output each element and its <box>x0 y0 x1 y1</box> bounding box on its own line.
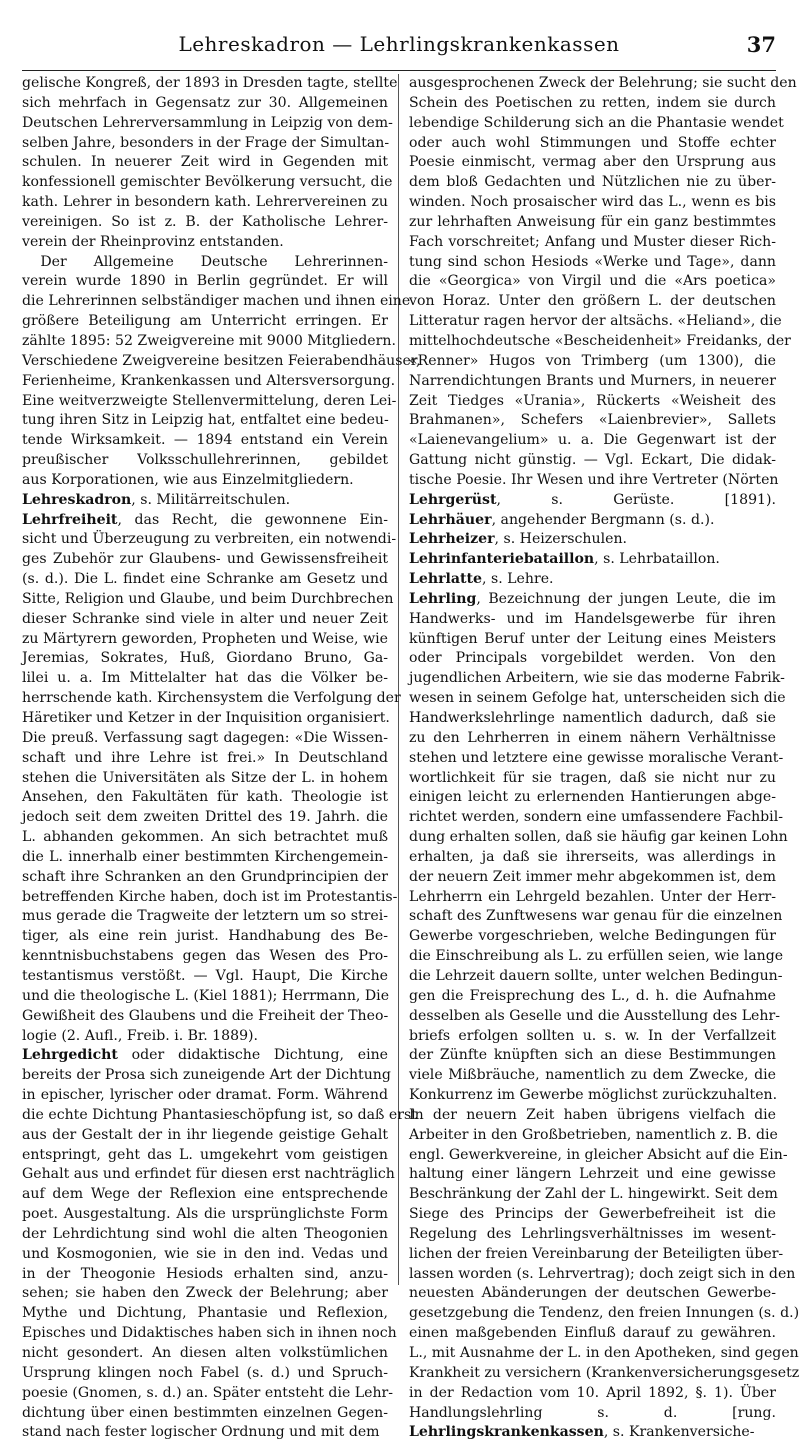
text-line: Sitte, Religion und Glaube, und beim Durchbrechen <box>22 590 394 607</box>
text-line: preußischer Volksschullehrerinnen, gebildet <box>22 452 388 469</box>
text-line: tiger, als eine rein jurist. Handhabung des Be- <box>22 928 388 945</box>
text-line: Jeremias, Sokrates, Huß, Giordano Bruno, Ga- <box>22 650 388 667</box>
text-line: in der Theogonie Hesiods erhalten sind, anzu- <box>22 1265 388 1282</box>
text-line: Handwerks- und im Handelsgewerbe für ihren <box>409 610 776 627</box>
text-line: der neuern Zeit immer mehr abgekommen ist, dem <box>409 868 776 885</box>
text-line: gen die Freisprechung des L., d. h. die Aufnahme <box>409 987 776 1004</box>
text-line: Lehrfreiheit, das Recht, die gewonnene Ein- <box>22 511 388 528</box>
text-line: Beschränkung der Zahl der L. hingewirkt. Seit dem <box>409 1186 778 1203</box>
page-header <box>22 30 776 66</box>
headword: Lehrlingskrankenkassen <box>409 1424 604 1441</box>
text-line: Lehrlatte, s. Lehre. <box>409 571 554 588</box>
text-line: stehen die Universitäten als Sitze der L. in hohem <box>22 769 388 786</box>
headword: Lehreskadron <box>22 491 132 508</box>
text-line: Lehrgerüst, s. Gerüste. [1891). <box>409 491 776 508</box>
text-line: L., mit Ausnahme der L. in den Apotheken, sind gegen <box>409 1345 799 1361</box>
text-line: lilei u. a. Im Mittelalter hat das die Völker be- <box>22 670 388 687</box>
text-line: Der Allgemeine Deutsche Lehrerinnen- <box>40 253 388 270</box>
text-line: die Lehrzeit dauern sollte, unter welchen Bedingun- <box>409 967 783 984</box>
text-line: Die preuß. Verfassung sagt dagegen: «Die Wissen- <box>22 729 388 746</box>
text-line: der Zünfte knüpften sich an diese Bestimmungen <box>409 1047 776 1064</box>
text-line: In der neuern Zeit haben übrigens vielfach die <box>409 1106 776 1123</box>
text-columns <box>22 74 800 1441</box>
text-line: Ferienheime, Krankenkassen und Altersversorgung. <box>22 372 396 389</box>
text-line: mus gerade die Tragweite der letztern um so strei- <box>22 908 388 925</box>
text-line: schulen. In neuerer Zeit wird in Gegenden mit <box>22 154 388 171</box>
text-line: desselben als Geselle und die Ausstellung des Lehr- <box>409 1007 780 1024</box>
text-line: jedoch seit dem zweiten Drittel des 19. Jahrh. die <box>22 809 388 826</box>
text-line: Regelung des Lehrlingsverhältnisses im wesent- <box>409 1225 776 1242</box>
text-line: dung erhalten sollen, daß sie häufig gar keinen Lohn <box>409 829 788 846</box>
text-line: (s. d.). Die L. findet eine Schranke am Gesetz und <box>22 571 388 588</box>
text-line: Häretiker und Ketzer in der Inquisition organisiert. <box>22 710 390 726</box>
text-line: zur lehrhaften Anweisung für ein ganz bestimmtes <box>409 213 776 230</box>
text-line: Lehrgedicht oder didaktische Dichtung, eine <box>22 1047 388 1064</box>
text-line: in der Redaction vom 10. April 1892, §. 1). Über <box>409 1384 776 1401</box>
text-line: Lehreskadron, s. Militärreitschulen. <box>22 491 291 508</box>
text-line: vereinigen. So ist z. B. der Katholische Lehrer- <box>22 213 388 230</box>
text-line: bereits der Prosa sich zuneigende Art der Dichtung <box>22 1067 391 1084</box>
text-line: lichen der freien Vereinbarung der Beteiligten über- <box>409 1245 784 1262</box>
text-line: Lehrinfanteriebataillon, s. Lehrbataillon. <box>409 551 720 568</box>
text-line: selben Jahre, besonders in der Frage der Simultan- <box>22 134 390 151</box>
text-line: Lehrherrn ein Lehrgeld bezahlen. Unter der Herr- <box>409 888 776 905</box>
text-line: Gattung nicht günstig. — Vgl. Eckart, Die didak- <box>409 452 776 469</box>
text-line: tende Wirksamkeit. — 1894 entstand ein Verein <box>22 432 388 449</box>
text-line: sich mehrfach in Gegensatz zur 30. Allgemeinen <box>22 94 388 111</box>
headword: Lehrgedicht <box>22 1047 118 1064</box>
text-line: Eine weitverzweigte Stellenvermittelung, deren Lei- <box>22 392 397 409</box>
text-line: Lehrhäuer, angehender Bergmann (s. d.). <box>409 511 715 528</box>
text-line: neuesten Abänderungen der deutschen Gewerbe- <box>409 1285 776 1302</box>
text-line: jugendlichen Arbeitern, wie sie das moderne Fabrik- <box>409 670 785 687</box>
text-line: tische Poesie. Ihr Wesen und ihre Vertreter (Nörten <box>409 471 779 488</box>
text-line: «Laienevangelium» u. a. Die Gegenwart ist der <box>409 432 776 449</box>
text-line: Fach vorschreitet; Anfang und Muster dieser Rich- <box>409 233 776 250</box>
text-line: erhalten, ja daß sie ihrerseits, was allerdings in <box>409 848 776 865</box>
text-line: Konkurrenz im Gewerbe möglichst zurückzuhalten. <box>409 1087 778 1104</box>
text-line: Litteratur ragen hervor der altsächs. «Heliand», die <box>409 313 782 330</box>
text-line: in epischer, lyrischer oder dramat. Form. Während <box>22 1087 388 1104</box>
text-line: Ansehen, den Fakultäten für kath. Theologie ist <box>22 789 388 806</box>
text-line: Zeit Tiedges «Urania», Rückerts «Weisheit des <box>409 392 776 409</box>
text-line: wortlichkeit für sie tragen, daß sie nicht nur zu <box>409 769 776 786</box>
text-line: Lehrlingskrankenkassen, s. Krankenversiche- <box>409 1424 755 1441</box>
text-line: einigen leicht zu erlernenden Hantierungen abge- <box>409 789 776 806</box>
text-line: Handwerkslehrlinge namentlich dadurch, daß sie <box>409 710 776 726</box>
right-column <box>399 74 800 1441</box>
text-line: der Lehrdichtung sind wohl die alten Theogonien <box>22 1225 388 1242</box>
text-line: Mythe und Dichtung, Phantasie und Reflexion, <box>22 1305 388 1322</box>
text-line: verein der Rheinprovinz entstanden. <box>22 233 284 250</box>
text-line: größere Beteiligung am Unterricht erringen. Er <box>22 313 388 330</box>
text-line: Deutschen Lehrerversammlung in Leipzig von dem- <box>22 114 393 131</box>
text-line: Poesie einmischt, vermag aber den Ursprung aus <box>409 154 776 171</box>
text-line: Siege des Princips der Gewerbefreiheit ist die <box>409 1206 776 1223</box>
text-line: Krankheit zu versichern (Krankenversicherungsgesetz <box>409 1364 800 1381</box>
text-line: dieser Schranke sind viele in alter und neuer Zeit <box>22 610 388 627</box>
text-line: Handlungslehrling s. d. [rung. <box>409 1404 776 1421</box>
text-line: kath. Lehrer in besondern kath. Lehrervereinen zu <box>22 194 388 211</box>
text-line: Ursprung klingen noch Fabel (s. d.) und Spruch- <box>22 1364 388 1381</box>
headword: Lehrfreiheit <box>22 511 118 528</box>
text-line: die L. innerhalb einer bestimmten Kirchengemein- <box>22 848 388 865</box>
text-line: aus der Gestalt der in ihr liegende geistige Gehalt <box>22 1126 388 1143</box>
text-line: tung ihren Sitz in Leipzig hat, entfaltet eine bedeu- <box>22 412 389 429</box>
text-line: stehen und letztere eine gewisse moralische Verant- <box>409 749 784 766</box>
text-line: lebendige Schilderung sich an die Phantasie wendet <box>409 114 784 131</box>
text-line: dem bloß Gedachten und Nützlichen nie zu über- <box>409 174 776 191</box>
text-line: oder auch wohl Stimmungen und Stoffe echter <box>409 134 776 151</box>
text-line: nicht gesondert. An diesen alten volkstümlichen <box>22 1345 388 1361</box>
text-line: die Einschreibung als L. zu erfüllen seien, wie lange <box>409 948 784 965</box>
text-line: logie (2. Aufl., Freib. i. Br. 1889). <box>22 1027 259 1044</box>
text-line: poet. Ausgestaltung. Als die ursprünglichste Form <box>22 1206 388 1223</box>
running-head: Lehreskadron — Lehrlingskrankenkassen <box>178 32 620 56</box>
text-line: sicht und Überzeugung zu verbreiten, ein notwendi- <box>22 531 397 548</box>
text-line: auf dem Wege der Reflexion eine entsprechende <box>22 1186 388 1203</box>
text-line: künftigen Beruf unter der Leitung eines Meisters <box>409 630 776 647</box>
text-line: von Horaz. Unter den größern L. der deutschen <box>409 293 776 310</box>
text-line: testantismus verstößt. — Vgl. Haupt, Die Kirche <box>22 967 388 984</box>
headword: Lehrinfanteriebataillon <box>409 551 595 568</box>
text-line: Lehrling, Bezeichnung der jungen Leute, die im <box>409 590 776 607</box>
text-line: kenntnisbuchstabens gegen das Wesen des Pro- <box>22 948 388 965</box>
left-column <box>22 74 421 1441</box>
page-number: 37 <box>746 32 776 57</box>
text-line: herrschende kath. Kirchensystem die Verfolgung der <box>22 690 401 707</box>
text-line: verein wurde 1890 in Berlin gegründet. Er will <box>22 273 388 290</box>
text-line: gelische Kongreß, der 1893 in Dresden tagte, stellte <box>22 75 398 91</box>
text-line: Lehrheizer, s. Heizerschulen. <box>409 531 627 548</box>
text-line: Gehalt aus und erfindet für diesen erst nachträglich <box>22 1166 395 1183</box>
text-line: wesen in seinem Gefolge hat, unterscheiden sich die <box>409 690 786 707</box>
text-line: richtet werden, sondern eine umfassendere Fachbil- <box>409 809 783 826</box>
text-line: Schein des Poetischen zu retten, indem sie durch <box>409 94 776 111</box>
text-line: ges Zubehör zur Glaubens- und Gewissensfreiheit <box>22 551 388 568</box>
text-line: konfessionell gemischter Bevölkerung versucht, die <box>22 174 393 191</box>
text-line: zu den Lehrherren in einem nähern Verhältnisse <box>409 729 776 746</box>
text-line: mittelhochdeutsche «Bescheidenheit» Freidanks, der <box>409 332 791 349</box>
text-line: entspringt, geht das L. umgekehrt vom geistigen <box>22 1146 388 1163</box>
text-line: schaft des Zunftwesens war genau für die einzelnen <box>409 908 783 925</box>
text-line: engl. Gewerkvereine, in gleicher Absicht auf die Ein- <box>409 1146 788 1163</box>
text-line: Arbeiter in den Großbetrieben, namentlich z. B. die <box>409 1126 778 1143</box>
text-line: zu Märtyrern geworden, Propheten und Weise, wie <box>22 630 388 647</box>
text-line: poesie (Gnomen, s. d.) an. Später entsteht die Lehr- <box>22 1384 394 1401</box>
text-line: dichtung über einen bestimmten einzelnen Gegen- <box>22 1404 388 1421</box>
text-line: betreffenden Kirche haben, doch ist im Protestantis- <box>22 888 398 905</box>
text-line: L. abhanden gekommen. An sich betrachtet muß <box>22 829 388 846</box>
text-line: schaft und ihre Lehre ist frei.» In Deutschland <box>22 749 388 766</box>
text-line: winden. Noch prosaischer wird das L., wenn es bis <box>409 194 776 211</box>
headword: Lehrling <box>409 590 477 607</box>
text-line: und Kosmogonien, wie sie in den ind. Vedas und <box>22 1245 388 1262</box>
text-line: Brahmanen», Schefers «Laienbrevier», Sallets <box>409 412 776 429</box>
text-line: und die theologische L. (Kiel 1881); Herrmann, Die <box>22 987 390 1004</box>
text-line: briefs erfolgen sollten u. s. w. In der Verfallzeit <box>409 1027 776 1044</box>
text-line: Gewerbe vorgeschrieben, welche Bedingungen für <box>409 928 776 945</box>
text-line: einen maßgebenden Einfluß darauf zu gewähren. <box>409 1325 776 1342</box>
headword: Lehrhäuer <box>409 511 492 528</box>
text-line: Verschiedene Zweigvereine besitzen Feierabendhäuser, <box>22 352 421 369</box>
text-line: die «Georgica» von Virgil und die «Ars poetica» <box>409 273 776 290</box>
text-line: gesetzgebung die Tendenz, den freien Innungen (s. d.) <box>409 1305 800 1322</box>
text-line: tung sind schon Hesiods «Werke und Tage», dann <box>409 253 776 270</box>
headword: Lehrheizer <box>409 531 495 548</box>
header-rule <box>22 70 776 71</box>
text-line: haltung einer längern Lehrzeit und eine gewisse <box>409 1166 776 1183</box>
text-line: aus Korporationen, wie aus Einzelmitgliedern. <box>22 471 354 488</box>
text-line: sehen; sie haben den Zweck der Belehrung; aber <box>22 1285 388 1302</box>
text-line: «Renner» Hugos von Trimberg (um 1300), die <box>409 352 776 369</box>
text-line: die Lehrerinnen selbständiger machen und ihnen eine <box>22 293 411 310</box>
text-line: Gewißheit des Glaubens und die Freiheit der Theo- <box>22 1007 389 1024</box>
text-line: Episches und Didaktisches haben sich in ihnen noch <box>22 1325 397 1342</box>
text-line: Narrendichtungen Brants und Murners, in neuerer <box>409 372 776 389</box>
text-line: die echte Dichtung Phantasieschöpfung ist, so daß erst <box>22 1106 417 1123</box>
text-line: zählte 1895: 52 Zweigvereine mit 9000 Mitgliedern. <box>22 332 396 349</box>
text-line: lassen worden (s. Lehrvertrag); doch zeigt sich in den <box>409 1265 796 1282</box>
text-line: oder Principals vorgebildet werden. Von den <box>409 650 776 667</box>
headword: Lehrgerüst <box>409 491 497 508</box>
headword: Lehrlatte <box>409 571 483 588</box>
text-line: ausgesprochenen Zweck der Belehrung; sie sucht den <box>409 75 797 91</box>
text-line: schaft ihre Schranken an den Grundprincipien der <box>22 868 388 885</box>
text-line: viele Mißbräuche, namentlich zu dem Zwecke, die <box>409 1067 776 1084</box>
text-line: stand nach fester logischer Ordnung und mit dem <box>22 1424 380 1441</box>
